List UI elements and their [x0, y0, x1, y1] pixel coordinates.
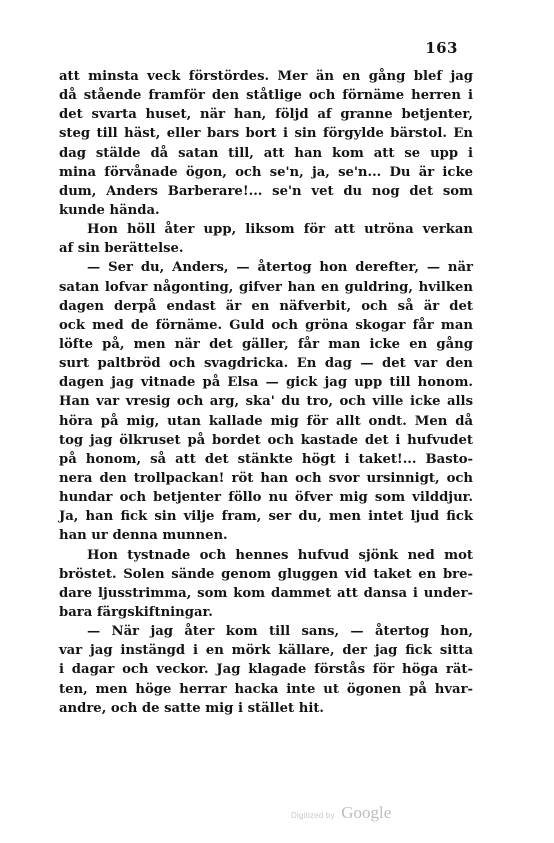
text-line: var jag instängd i en mörk källare, der jag fick sitta	[59, 643, 473, 659]
text-line: ock med de förnäme. Guld och gröna skogar får man	[59, 317, 473, 333]
text-line: då stående framför den ståtlige och förnäme herren i	[59, 88, 473, 104]
page-number: 163	[425, 39, 458, 57]
text-line: mina förvånade ögon, och se'n, ja, se'n... Du är icke	[59, 164, 473, 180]
text-line: andre, och de satte mig i stället hit.	[59, 700, 325, 716]
text-line: — När jag åter kom till sans, — återtog hon,	[87, 624, 473, 640]
text-line: dag stälde då satan till, att han kom att se upp i	[59, 145, 473, 161]
text-line: surt paltbröd och svagdricka. En dag — det var den	[59, 356, 473, 372]
google-logo-text: Google	[341, 803, 392, 822]
text-line: dagen jag vitnade på Elsa — gick jag upp till honom.	[59, 375, 473, 391]
text-line: löfte på, men när det gäller, får man icke en gång	[59, 336, 473, 352]
text-line: ten, men höge herrar hacka inte ut ögonen på hvar-	[59, 681, 473, 697]
text-line: det svarta huset, när han, följd af granne betjenter,	[59, 107, 473, 123]
text-line: steg till häst, eller bars bort i sin förgylde bärstol. En	[59, 126, 473, 142]
text-line: dum, Anders Barberare!... se'n vet du nog det som	[59, 183, 473, 199]
text-line: i dagar och veckor. Jag klagade förstås för höga rät-	[59, 662, 473, 678]
body-text	[59, 67, 473, 718]
text-line: kunde hända.	[59, 202, 160, 218]
text-line: Hon höll åter upp, liksom för att utröna verkan	[87, 222, 473, 238]
text-line: bara färgskiftningar.	[59, 604, 213, 620]
text-line: att minsta veck förstördes. Mer än en gång blef jag	[59, 69, 473, 84]
text-line: nera den trollpackan! röt han och svor ursinnigt, och	[59, 470, 473, 486]
text-line: Ja, han fick sin vilje fram, ser du, men intet ljud fick	[59, 509, 473, 525]
text-line: Han var vresig och arg, ska' du tro, och ville icke alls	[59, 394, 473, 410]
text-line: på honom, så att det stänkte högt i taket!... Basto-	[59, 451, 473, 467]
digitized-by-label: Digitized by	[291, 811, 335, 820]
text-line: bröstet. Solen sände genom gluggen vid taket en bre-	[59, 566, 473, 582]
text-line: Hon tystnade och hennes hufvud sjönk ned mot	[87, 547, 473, 563]
digitization-watermark	[291, 803, 391, 823]
text-line: tog jag ölkruset på bordet och kastade det i hufvudet	[59, 432, 473, 448]
text-line: hundar och betjenter föllo nu öfver mig som vilddjur.	[59, 490, 473, 506]
text-line: af sin berättelse.	[59, 241, 184, 257]
text-line: han ur denna munnen.	[59, 528, 228, 544]
text-line: — Ser du, Anders, — återtog hon derefter, — när	[87, 260, 473, 276]
text-line: dare ljusstrimma, som kom dammet att dansa i under-	[59, 585, 473, 601]
text-line: dagen derpå endast är en näfverbit, och så är det	[59, 298, 473, 314]
text-line: satan lofvar någonting, gifver han en guldring, hvilken	[59, 279, 473, 295]
text-line: höra på mig, utan kallade mig för allt ondt. Men då	[59, 413, 473, 429]
